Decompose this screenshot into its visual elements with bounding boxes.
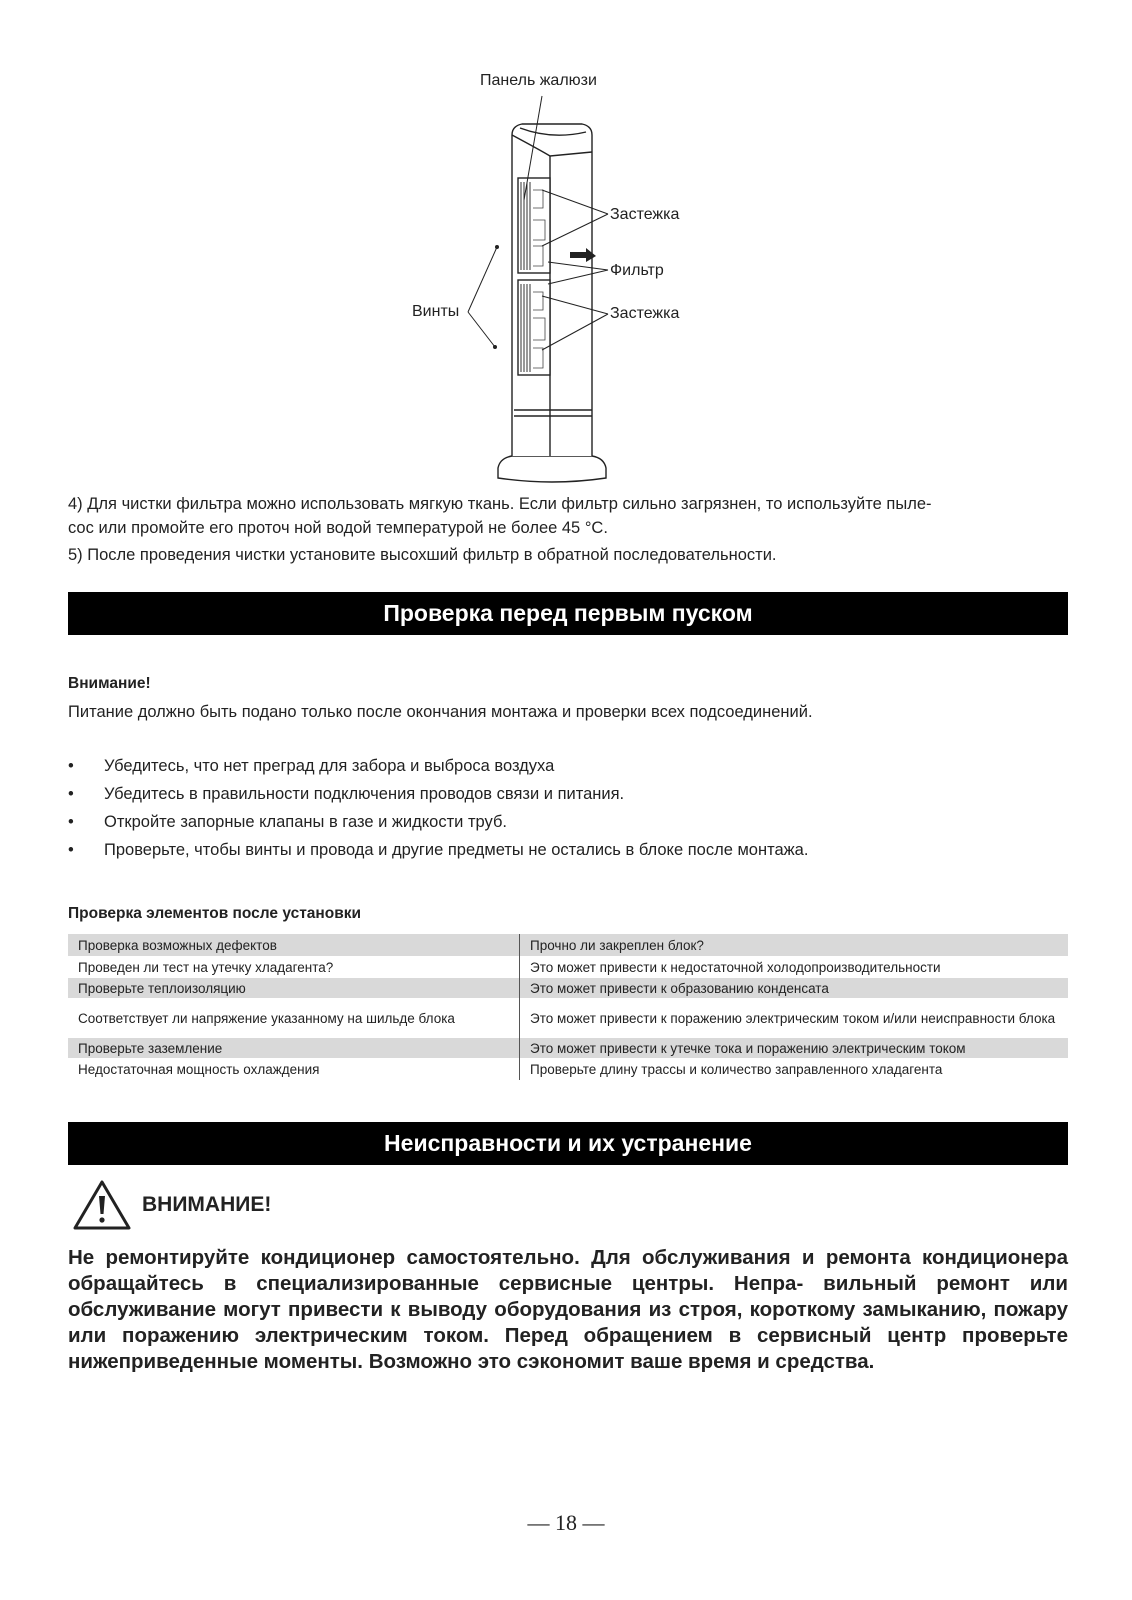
- table-row: [68, 1058, 1068, 1080]
- bullet-icon: •: [68, 813, 74, 831]
- label-filter: Фильтр: [610, 262, 664, 279]
- table-cell-result: Это может привести к утечке тока и поражению электрическим током: [520, 1038, 1069, 1058]
- list-item: [68, 808, 1068, 836]
- table-cell-check: Проведен ли тест на утечку хладагента?: [68, 956, 520, 978]
- cleaning-step-4-line2: сос или промойте его проточ ной водой температурой не более 45 °С.: [68, 519, 608, 537]
- table-row: [68, 956, 1068, 978]
- label-clasp-top: Застежка: [610, 206, 680, 223]
- section-title-first-start-check: Проверка перед первым пуском: [68, 592, 1068, 635]
- table-cell-check: Проверьте теплоизоляцию: [68, 978, 520, 998]
- installation-check-table-title: Проверка элементов после установки: [68, 905, 362, 922]
- label-louver-panel: Панель жалюзи: [480, 72, 597, 89]
- label-screws: Винты: [412, 303, 460, 320]
- table-cell-check: Проверка возможных дефектов: [68, 934, 520, 956]
- cleaning-step-4-line1: 4) Для чистки фильтра можно использовать мягкую ткань. Если фильтр сильно загрязнен, то используйте пыле-: [68, 495, 932, 513]
- table-cell-result: Проверьте длину трассы и количество заправленного хладагента: [530, 1061, 943, 1077]
- table-cell-result: Это может привести к поражению электрическим током и/или неисправности блока: [530, 1010, 1056, 1026]
- table-cell-check: Недостаточная мощность охлаждения: [68, 1058, 520, 1080]
- warning-label: ВНИМАНИЕ!: [142, 1193, 272, 1216]
- table-cell-result: Это может привести к недостаточной холодопроизводительности: [530, 959, 941, 975]
- table-cell-result: Это может привести к образованию конденсата: [520, 978, 1069, 998]
- table-row: [68, 998, 1068, 1038]
- table-row: [68, 1038, 1068, 1058]
- table-cell-check: Проверьте заземление: [68, 1038, 520, 1058]
- list-item: [68, 780, 1068, 808]
- bullet-icon: •: [68, 841, 74, 859]
- list-item: [68, 836, 1068, 864]
- page-number: — 18 —: [527, 1510, 605, 1535]
- table-cell-result: Прочно ли закреплен блок?: [520, 934, 1069, 956]
- section-title-troubleshooting: Неисправности и их устранение: [68, 1122, 1068, 1165]
- list-item-text: Откройте запорные клапаны в газе и жидкости труб.: [104, 813, 507, 831]
- unit-figure: [0, 0, 1132, 490]
- precheck-bullet-list: [68, 752, 1068, 864]
- list-item-text: Проверьте, чтобы винты и провода и другие предметы не остались в блоке после монтажа.: [104, 841, 809, 859]
- installation-check-table: [68, 934, 1068, 1080]
- attention-text: Питание должно быть подано только после окончания монтажа и проверки всех подсоединений.: [68, 703, 813, 721]
- attention-label: Внимание!: [68, 675, 151, 692]
- table-row: [68, 978, 1068, 998]
- list-item-text: Убедитесь, что нет преград для забора и выброса воздуха: [104, 757, 555, 775]
- list-item-text: Убедитесь в правильности подключения проводов связи и питания.: [104, 785, 625, 803]
- table-row: [68, 934, 1068, 956]
- cleaning-step-5: 5) После проведения чистки установите высохший фильтр в обратной последовательности.: [68, 546, 777, 564]
- bullet-icon: •: [68, 785, 74, 803]
- warning-text: Не ремонтируйте кондиционер самостоятельно. Для обслуживания и ремонта кондиционера обращайтесь в специализированные сервисные центры. Непра- вильный ремонт или обслуживание могут привести к выводу оборудования из строя, короткому замыканию, пожару или поражению электрическим током. Перед обращением в сервисный центр проверьте нижеприведенные моменты. Возможно это сэкономит ваше время и средства.: [68, 1246, 1068, 1373]
- table-cell-check: Соответствует ли напряжение указанному на шильде блока: [68, 998, 520, 1038]
- warning-triangle-icon: [72, 1178, 132, 1232]
- label-clasp-bottom: Застежка: [610, 305, 680, 322]
- list-item: [68, 752, 1068, 780]
- bullet-icon: •: [68, 757, 74, 775]
